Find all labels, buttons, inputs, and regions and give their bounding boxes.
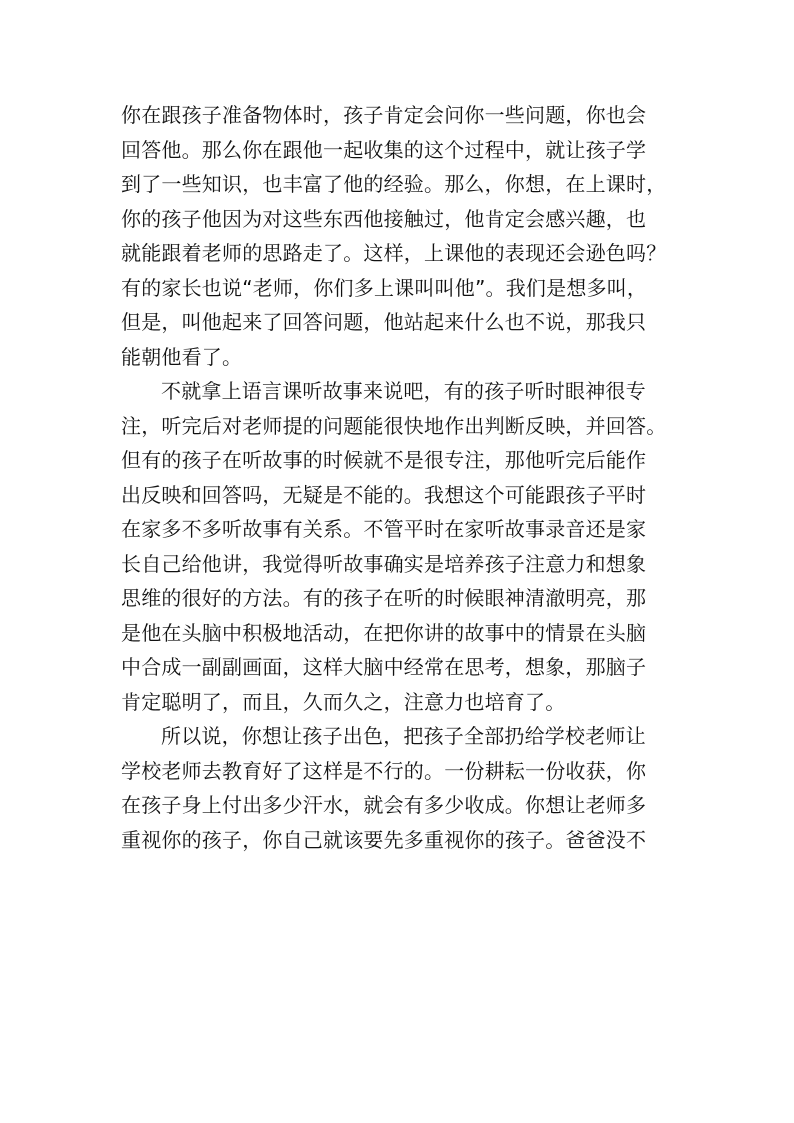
paragraph-2-line-1: 不就拿上语言课听故事来说吧，有的孩子听时眼神很专 <box>161 379 646 403</box>
paragraph-2-line-10: 肯定聪明了，而且，久而久之，注意力也培育了。 <box>121 689 566 714</box>
paragraph-2-line-9: 中合成一副副画面，这样大脑中经常在思考，想象，那脑子 <box>121 655 647 679</box>
paragraph-2-line-3: 但有的孩子在听故事的时候就不是很专注，那他听完后能作 <box>121 448 647 472</box>
paragraph-1-line-2: 回答他。那么你在跟他一起收集的这个过程中，就让孩子学 <box>121 137 647 162</box>
paragraph-2-line-8: 是他在头脑中积极地活动，在把你讲的故事中的情景在头脑 <box>121 620 647 645</box>
paragraph-3-line-2: 学校老师去教育好了这样是不行的。一份耕耘一份收获，你 <box>121 758 647 783</box>
paragraph-1-line-8: 能朝他看了。 <box>121 344 243 369</box>
paragraph-1-line-3: 到了一些知识，也丰富了他的经验。那么，你想，在上课时， <box>121 172 667 196</box>
paragraph-3-line-1: 所以说，你想让孩子出色，把孩子全部扔给学校老师让 <box>161 724 646 748</box>
document-body <box>121 98 677 857</box>
paragraph-1-line-6: 有的家长也说“老师，你们多上课叫叫他”。我们是想多叫， <box>121 275 648 300</box>
paragraph-2-line-6: 长自己给他讲，我觉得听故事确实是培养孩子注意力和想象 <box>121 551 647 576</box>
paragraph-3-line-3: 在孩子身上付出多少汗水，就会有多少收成。你想让老师多 <box>121 793 647 817</box>
paragraph-1-line-5: 就能跟着老师的思路走了。这样，上课他的表现还会逊色吗？ <box>121 241 667 265</box>
paragraph-3-line-4: 重视你的孩子，你自己就该要先多重视你的孩子。爸爸没不 <box>121 827 647 852</box>
paragraph-1-line-7: 但是，叫他起来了回答问题，他站起来什么也不说，那我只 <box>121 310 647 334</box>
paragraph-2-line-7: 思维的很好的方法。有的孩子在听的时候眼神清澈明亮，那 <box>121 586 647 610</box>
paragraph-2-line-4: 出反映和回答吗，无疑是不能的。我想这个可能跟孩子平时 <box>121 482 647 507</box>
paragraph-1-line-4: 你的孩子他因为对这些东西他接触过，他肯定会感兴趣，也 <box>121 206 647 231</box>
paragraph-1-line-1: 你在跟孩子准备物体时，孩子肯定会问你一些问题，你也会 <box>121 103 647 127</box>
paragraph-2-line-2: 注，听完后对老师提的问题能很快地作出判断反映，并回答。 <box>121 413 667 438</box>
paragraph-2-line-5: 在家多不多听故事有关系。不管平时在家听故事录音还是家 <box>121 517 647 541</box>
